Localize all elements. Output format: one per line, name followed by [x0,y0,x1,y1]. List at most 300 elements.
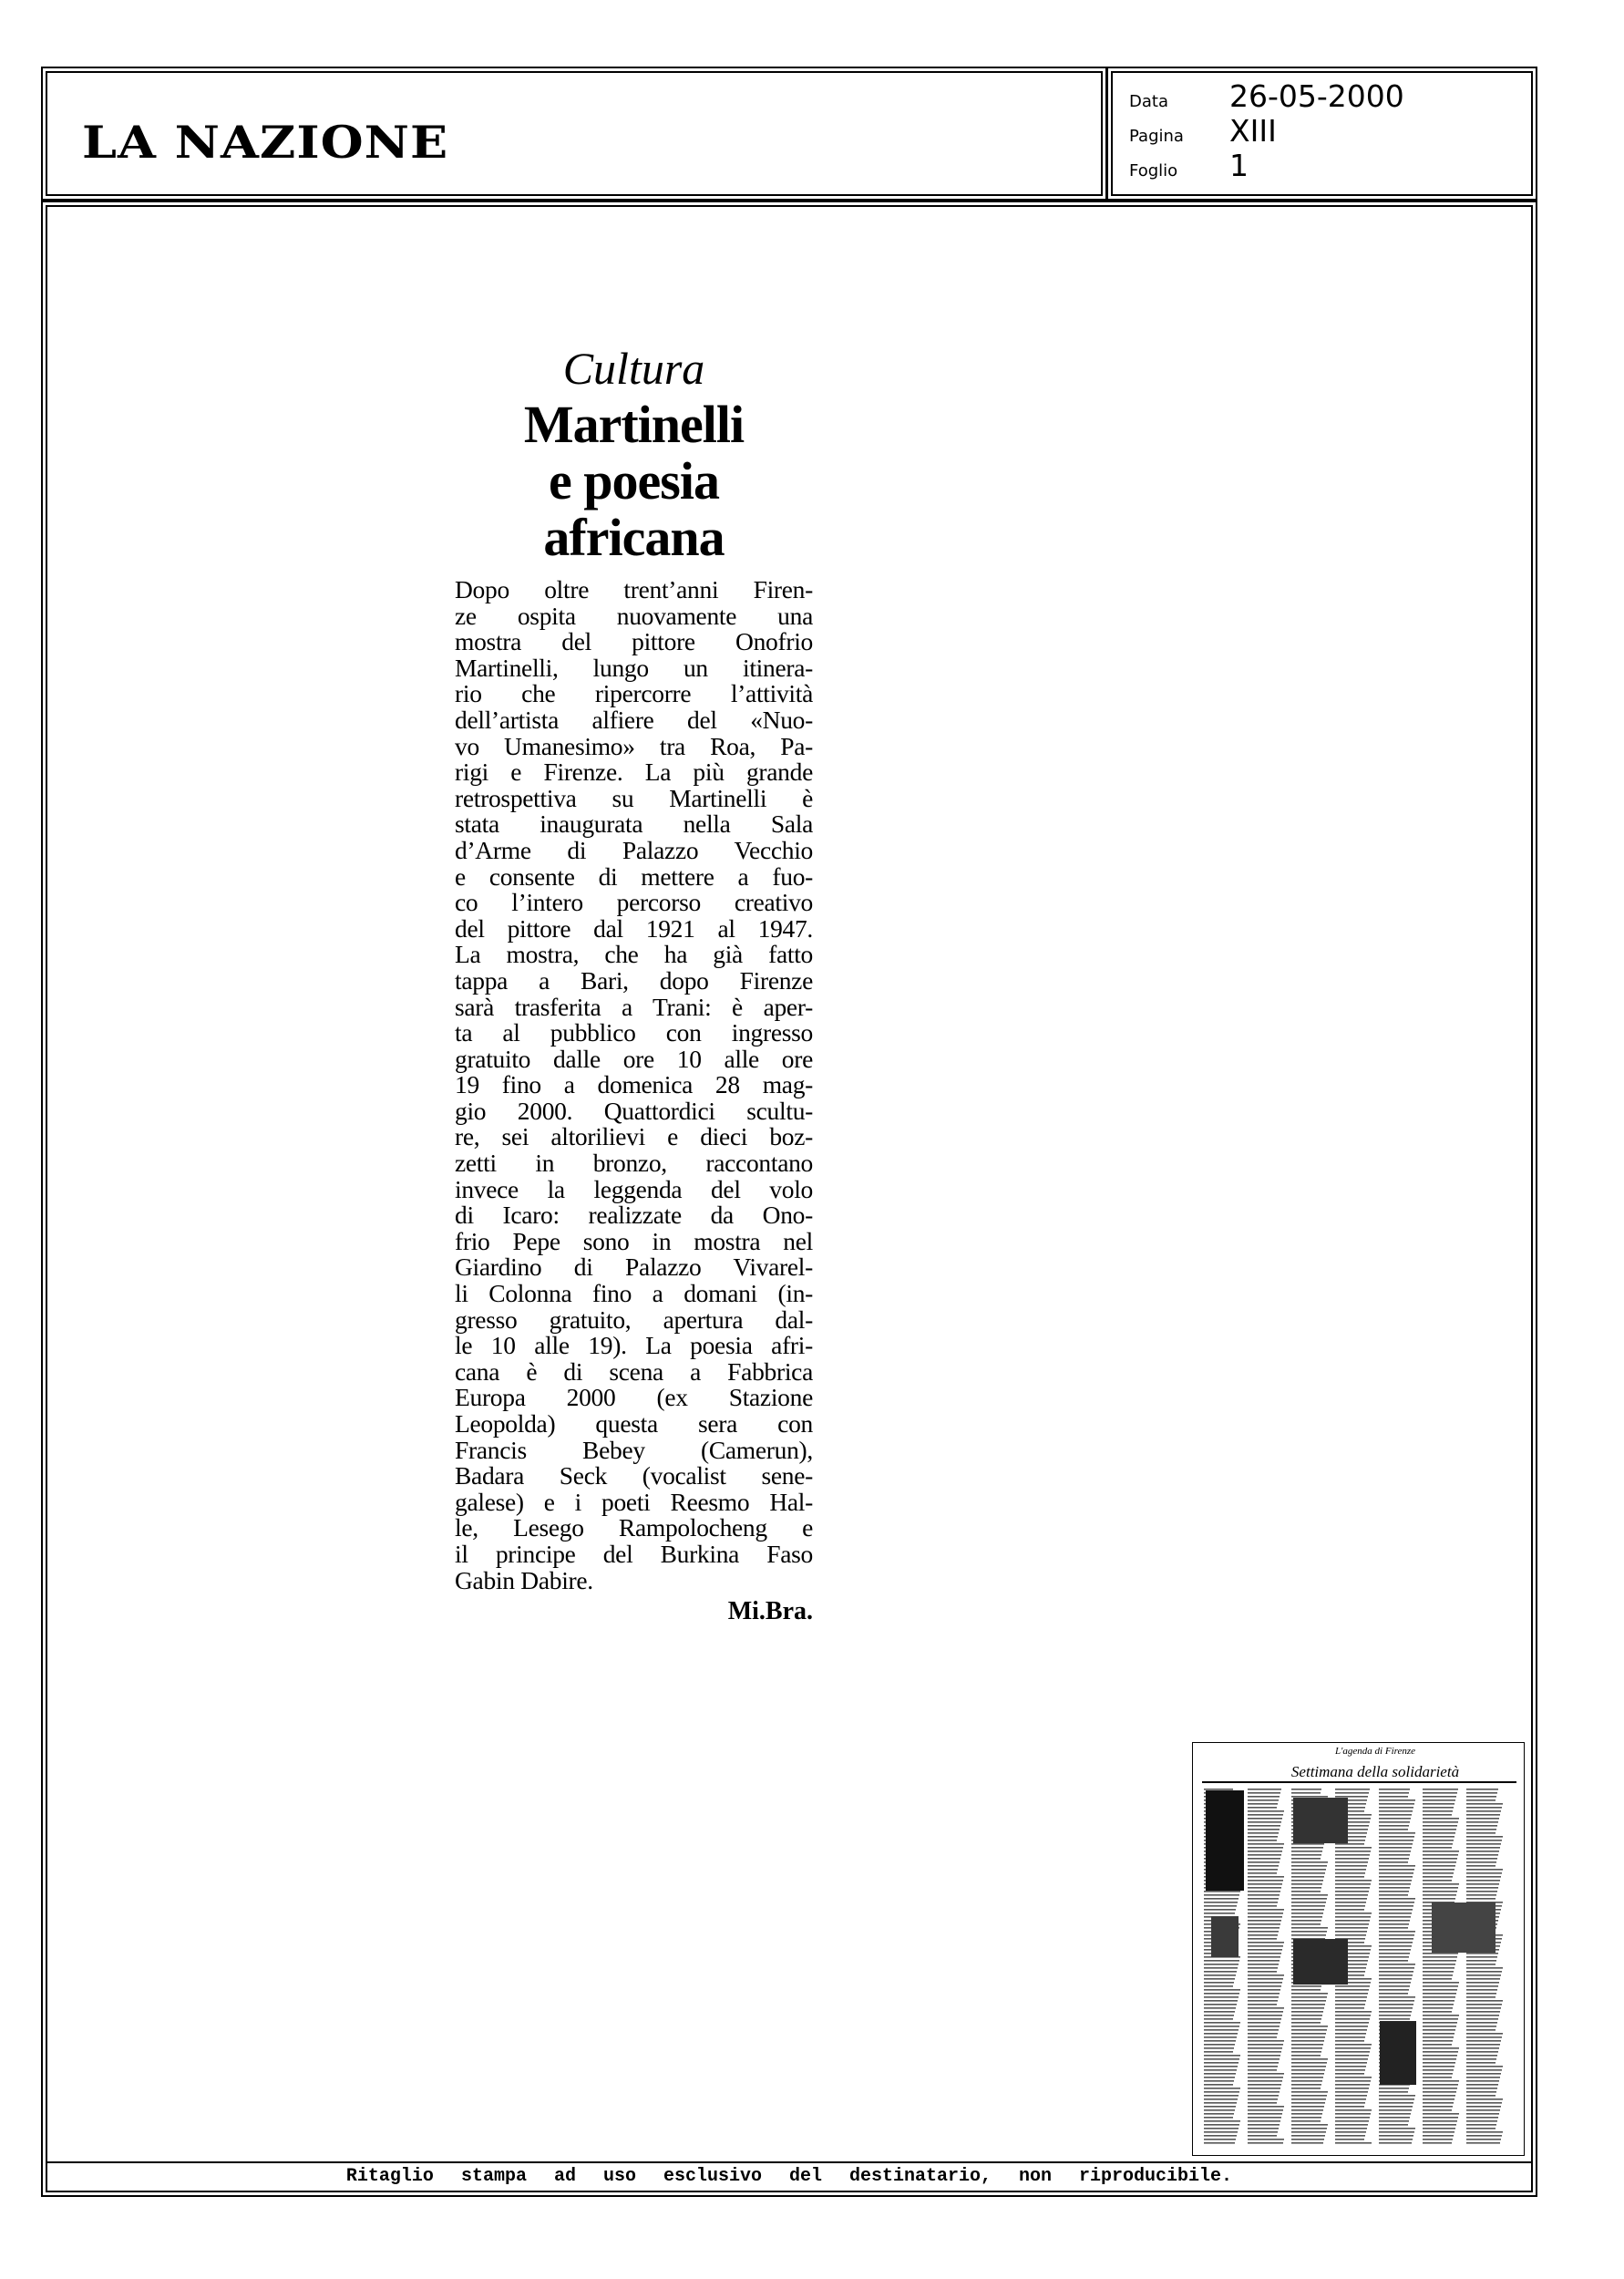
thumbnail-text-line [1423,2077,1452,2078]
sheet-value: 1 [1229,148,1249,183]
thumbnail-text-line [1423,1821,1458,1823]
thumbnail-text-line [1379,1880,1412,1882]
thumbnail-text-line [1291,2040,1324,2042]
thumbnail-text-line [1335,1796,1368,1798]
thumbnail-text-line [1466,1832,1496,1834]
thumbnail-text-line [1379,1821,1410,1823]
thumbnail-text-line [1335,1861,1368,1863]
thumbnail-text-line [1248,1934,1278,1936]
thumbnail-text-line [1291,2109,1323,2111]
thumbnail-text-line [1291,1843,1324,1845]
thumbnail-text-line [1379,2088,1409,2089]
thumbnail-text-line [1379,2142,1412,2144]
article-body-line: le, Lesego Rampolocheng e [455,1513,813,1542]
article-body-line: retrospettiva su Martinelli è [455,783,813,812]
thumbnail-text-line [1423,2128,1455,2129]
thumbnail-text-line [1291,1891,1321,1892]
thumbnail-text-line [1248,1905,1277,1907]
thumbnail-text-line [1335,2131,1366,2133]
thumbnail-text-line [1423,2084,1458,2086]
thumbnail-text-line [1379,1975,1413,1976]
thumbnail-text-line [1204,1985,1233,1987]
thumbnail-text-line [1204,2128,1239,2129]
thumbnail-text-line [1248,1887,1281,1889]
thumbnail-text-line [1248,1938,1277,1940]
thumbnail-text-line [1466,1789,1498,1790]
thumbnail-text-line [1379,2000,1414,2002]
thumbnail-text-line [1423,1851,1459,1852]
article-body-line: d’Arme di Palazzo Vecchio [455,835,813,864]
thumbnail-columns [1202,1781,1516,2144]
thumbnail-text-line [1291,2044,1323,2046]
thumbnail-text-line [1248,2139,1284,2140]
thumbnail-text-line [1291,2033,1326,2035]
thumbnail-text-line [1423,1891,1457,1892]
thumbnail-text-line [1466,2128,1496,2129]
thumbnail-text-line [1423,2066,1454,2068]
thumbnail-text-line [1466,2015,1499,2016]
thumbnail-text-line [1248,1931,1279,1933]
thumbnail-text-line [1335,1883,1371,1885]
thumbnail-text-line [1291,1913,1323,1914]
thumbnail-text-line [1248,1985,1281,1987]
thumbnail-text-line [1248,2040,1284,2042]
thumbnail-text-line [1466,2131,1503,2133]
thumbnail-text-line [1423,2099,1454,2100]
thumbnail-text-line [1291,1851,1322,1852]
thumbnail-text-line [1423,1829,1456,1830]
thumbnail-text-line [1379,2102,1413,2104]
thumbnail-text-line [1423,1803,1454,1805]
thumbnail-text-line [1379,1905,1413,1907]
thumbnail-text-line [1466,2139,1501,2140]
thumbnail-text-line [1335,1843,1364,1845]
thumbnail-text-line [1423,2026,1456,2027]
thumbnail-text-line [1423,1894,1456,1896]
thumbnail-text-line [1248,1789,1281,1790]
thumbnail-text-line [1248,1832,1279,1834]
thumbnail-text-line [1423,1847,1452,1849]
thumbnail-text-line [1248,2095,1279,2097]
thumbnail-text-line [1335,2084,1370,2086]
thumbnail-text-line [1204,2084,1233,2086]
thumbnail-text-line [1466,1810,1501,1812]
thumbnail-text-line [1423,2007,1453,2009]
thumbnail-text-line [1291,1887,1321,1889]
thumbnail-text-line [1248,1909,1284,1911]
thumbnail-text-line [1204,2077,1235,2078]
thumbnail-text-line [1248,1975,1284,1976]
thumbnail-text-line [1423,2109,1452,2111]
thumbnail-text-line [1248,2124,1280,2126]
thumbnail-text-line [1466,2044,1500,2046]
article-body-line: tappa a Bari, dopo Firenze [455,965,813,995]
thumbnail-text-line [1379,1825,1409,1827]
thumbnail-text-line [1335,2109,1372,2111]
article-body-line: mostra del pittore Onofrio [455,627,813,656]
thumbnail-text-line [1466,1953,1498,1954]
thumbnail-text-line [1379,1898,1415,1900]
sheet-row [1129,148,1249,183]
thumbnail-text-line [1379,2117,1410,2119]
thumbnail-text-line [1248,1861,1280,1863]
thumbnail-text-line [1379,1993,1408,1995]
thumbnail-text-line [1248,1854,1281,1856]
thumbnail-text-line [1248,2007,1284,2009]
thumbnail-text-line [1466,1996,1496,1998]
thumbnail-text-line [1466,1825,1497,1827]
thumbnail-text-line [1248,1865,1279,1867]
thumbnail-text-line [1291,1927,1328,1929]
thumbnail-text-line [1291,1858,1321,1860]
thumbnail-text-line [1248,1872,1277,1874]
thumbnail-text-line [1466,1880,1500,1882]
footer-bar [47,2161,1531,2191]
thumbnail-text-line [1248,1920,1281,1922]
thumbnail-text-line [1248,1960,1280,1962]
thumbnail-text-line [1335,2106,1364,2108]
article-body-line: galese) e i poeti Reesmo Hal- [455,1487,813,1516]
thumbnail-text-line [1291,1920,1321,1922]
thumbnail-text-line [1248,1927,1280,1929]
thumbnail-text-line [1204,2055,1240,2057]
thumbnail-text-line [1423,1978,1452,1980]
thumbnail-rule [1202,1781,1516,1783]
thumbnail-text-line [1466,2055,1497,2057]
thumbnail-text-line [1423,2004,1454,2006]
thumbnail-text-line [1291,2051,1321,2053]
thumbnail-text-line [1423,2113,1459,2115]
thumbnail-text-line [1379,1792,1409,1794]
article-body [455,577,813,1593]
thumbnail-text-line [1204,2037,1237,2038]
thumbnail-text-line [1248,2026,1280,2027]
thumbnail-text-line [1248,1923,1280,1925]
thumbnail-text-line [1248,2120,1280,2122]
thumbnail-text-line [1423,2106,1453,2108]
thumbnail-text-line [1466,2099,1503,2100]
thumbnail-text-line [1379,1799,1415,1801]
thumbnail-text-line [1423,1898,1455,1900]
thumbnail-text-line [1291,1993,1328,1995]
date-value: 26-05-2000 [1229,78,1404,114]
thumbnail-text-line [1204,2000,1238,2002]
thumbnail-text-line [1379,1829,1408,1830]
thumbnail-text-line [1291,2015,1322,2016]
thumbnail-text-line [1466,2142,1500,2144]
thumbnail-text-line [1335,1993,1368,1995]
thumbnail-text-line [1335,2055,1369,2057]
article-body-line: Dopo oltre trent’anni Firen- [455,575,813,603]
thumbnail-text-line [1204,2011,1235,2013]
thumbnail-text-line [1466,1792,1497,1794]
thumbnail-text-line [1204,2117,1233,2119]
thumbnail-text-line [1204,2091,1239,2093]
thumbnail-text-line [1204,2022,1240,2024]
thumbnail-text-line [1379,1818,1411,1820]
masthead [46,71,1103,196]
thumbnail-text-line [1335,2026,1368,2027]
thumbnail-text-line [1335,2095,1367,2097]
thumbnail-text-line [1248,1967,1278,1969]
thumbnail-text-line [1204,1996,1239,1998]
thumbnail-text-line [1335,1847,1372,1849]
thumbnail-text-line [1248,2029,1279,2031]
thumbnail-text-line [1291,1872,1325,1874]
thumbnail-text-line [1204,2109,1235,2111]
thumbnail-text-line [1291,2062,1327,2064]
thumbnail-text-line [1423,2062,1455,2064]
thumbnail-text-line [1423,1796,1456,1798]
thumbnail-text-line [1466,1985,1498,1987]
thumbnail-text-line [1335,2029,1367,2031]
thumbnail-text-line [1466,2095,1496,2097]
thumbnail-text-line [1466,2066,1503,2068]
thumbnail-text-line [1291,2011,1323,2013]
thumbnail-text-line [1379,1843,1413,1845]
thumbnail-text-line [1204,2015,1234,2016]
thumbnail-text-line [1335,1789,1370,1790]
thumbnail-text-line [1204,2080,1234,2082]
thumbnail-text-line [1204,1960,1239,1962]
thumbnail-text-line [1204,2066,1238,2068]
thumbnail-text-line [1423,2018,1458,2020]
thumbnail-text-line [1248,2077,1283,2078]
thumbnail-text-line [1466,1796,1496,1798]
thumbnail-text-line [1204,2095,1239,2097]
thumbnail-text-line [1423,1967,1454,1969]
thumbnail-text-line [1291,1934,1326,1936]
thumbnail-text-line [1466,2084,1498,2086]
thumbnail-text-line [1423,1836,1454,1838]
thumbnail-photo [1293,1798,1348,1843]
article [455,342,813,1626]
thumbnail-text-line [1466,1967,1503,1969]
thumbnail-text-line [1423,1993,1456,1995]
thumbnail-dark-column [1206,1790,1244,1891]
thumbnail-text-line [1423,2011,1452,2013]
thumbnail-text-line [1423,2000,1454,2002]
thumbnail-text-line [1379,1847,1412,1849]
sheet-label: Foglio [1129,161,1178,180]
thumbnail-text-line [1248,2004,1277,2006]
thumbnail-text-line [1248,1978,1283,1980]
thumbnail-text-line [1466,1898,1496,1900]
thumbnail-text-line [1291,2047,1322,2049]
thumbnail-text-line [1248,1916,1282,1918]
thumbnail-text-line [1423,2055,1457,2057]
thumbnail-text-line [1466,1854,1498,1856]
thumbnail-text-line [1335,2000,1366,2002]
thumbnail-text-line [1423,2069,1454,2071]
thumbnail-text-line [1423,2040,1453,2042]
thumbnail-text-line [1291,2022,1321,2024]
thumbnail-text-line [1466,2102,1502,2104]
thumbnail-text-line [1423,1883,1459,1885]
thumbnail-text-line [1466,2022,1497,2024]
thumbnail-text-line [1466,2077,1500,2078]
thumbnail-text-line [1335,1898,1367,1900]
thumbnail-text-line [1335,2113,1371,2115]
thumbnail-text-line [1291,2018,1321,2020]
thumbnail-text-line [1204,2124,1239,2126]
thumbnail-text-line [1248,1949,1282,1951]
thumbnail-text-line [1335,1891,1369,1892]
thumbnail-text-line [1248,1956,1280,1958]
thumbnail-text-line [1423,2033,1454,2035]
thumbnail-text-line [1204,2099,1238,2100]
thumbnail-photo [1293,1939,1348,1985]
thumbnail-text-line [1466,2073,1501,2075]
thumbnail-text-line [1204,2007,1236,2009]
thumbnail-text-line [1379,2135,1413,2137]
thumbnail-text-line [1335,2073,1364,2075]
headline-line: e poesia [549,451,719,510]
thumbnail-text-line [1466,1829,1496,1830]
thumbnail-text-line [1204,1993,1239,1995]
thumbnail-text-line [1291,1996,1327,1998]
thumbnail-text-line [1423,1956,1457,1958]
thumbnail-text-line [1291,1796,1328,1798]
thumbnail-text-line [1379,1858,1409,1860]
thumbnail-text-line [1466,2000,1503,2002]
page-row [1129,113,1277,149]
thumbnail-text-line [1423,1807,1454,1809]
thumbnail-text-line [1379,2018,1410,2020]
thumbnail-text-line [1466,1803,1503,1805]
thumbnail-text-line [1248,1818,1282,1820]
thumbnail-text-line [1335,1916,1371,1918]
thumbnail-text-line [1379,1945,1412,1947]
thumbnail-text-line [1291,1916,1322,1918]
article-body-line: stata inaugurata nella Sala [455,810,813,839]
thumbnail-text-line [1335,2040,1364,2042]
thumbnail-text-line [1466,1894,1496,1896]
article-body-line: Giardino di Palazzo Vivarel- [455,1253,813,1282]
thumbnail-text-line [1291,2099,1326,2100]
article-body-line: vo Umanesimo» tra Roa, Pa- [455,731,813,760]
thumbnail-text-line [1466,2124,1496,2126]
thumbnail-text-line [1379,1854,1410,1856]
thumbnail-text-line [1423,2139,1453,2140]
thumbnail-text-line [1335,1923,1369,1925]
thumbnail-text-line [1423,1869,1454,1871]
thumbnail-text-line [1466,1993,1496,1995]
thumbnail-text-line [1291,2128,1327,2129]
thumbnail-text-line [1248,2088,1280,2089]
thumbnail-text-line [1379,2120,1409,2122]
thumbnail-text-line [1466,1975,1501,1976]
section-label: Cultura [562,343,705,394]
thumbnail-text-line [1248,1799,1279,1801]
thumbnail-text-line [1423,2015,1459,2016]
thumbnail-text-line [1248,1891,1280,1892]
thumbnail-text-line [1335,2091,1368,2093]
article-body-line: del pittore dal 1921 al 1947. [455,913,813,943]
thumbnail-text-line [1204,2051,1233,2053]
thumbnail-text-line [1291,1923,1321,1925]
thumbnail-text-line [1248,1996,1279,1998]
thumbnail-text-line [1379,1982,1411,1984]
thumbnail-text-line [1423,1832,1455,1834]
thumbnail-text-line [1379,2106,1413,2108]
thumbnail-text-line [1291,2084,1321,2086]
thumbnail-text-line [1379,2015,1411,2016]
thumbnail-text-line [1423,1985,1458,1987]
thumbnail-text-line [1204,1789,1233,1790]
thumbnail-text-line [1248,1803,1278,1805]
thumbnail-text-line [1204,2069,1237,2071]
thumbnail-text-line [1379,1861,1408,1863]
article-body-line: il principe del Burkina Faso [455,1539,813,1568]
thumbnail-text-line [1204,2004,1237,2006]
thumbnail-text-line [1335,1985,1370,1987]
thumbnail-text-line [1379,1865,1415,1867]
thumbnail-text-line [1335,2007,1364,2009]
thumbnail-text-line [1204,1967,1238,1969]
thumbnail-text-line [1335,2011,1372,2013]
thumbnail-text-line [1204,1898,1239,1900]
thumbnail-text-line [1379,1789,1410,1790]
thumbnail-text-line [1335,1872,1365,1874]
thumbnail-text-line [1248,2033,1278,2035]
thumbnail-text-line [1423,1789,1458,1790]
article-body-line: invece la leggenda del volo [455,1174,813,1203]
article-body-line: La mostra, che ha già fatto [455,940,813,969]
thumbnail-text-line [1291,2069,1325,2071]
thumbnail-text-line [1466,2109,1500,2111]
article-body-line: re, sei altorilievi e dieci boz- [455,1122,813,1151]
article-body-line: 19 fino a domenica 28 mag- [455,1070,813,1099]
thumbnail-text-line [1204,2040,1236,2042]
thumbnail-text-line [1466,1887,1498,1889]
thumbnail-text-line [1423,1872,1454,1874]
page-value: XIII [1229,113,1277,149]
thumbnail-text-line [1291,2026,1328,2027]
thumbnail-text-line [1335,1920,1370,1922]
article-body-line: le 10 alle 19). La poesia afri- [455,1331,813,1360]
thumbnail-text-line [1291,2142,1323,2144]
thumbnail-text-line [1291,1876,1324,1878]
thumbnail-text-line [1248,2091,1280,2093]
thumbnail-text-line [1379,1953,1410,1954]
article-body-line: Gabin Dabire. [455,1565,593,1594]
thumbnail-text-line [1291,1865,1327,1867]
thumbnail-text-line [1204,2018,1233,2020]
thumbnail-text-line [1466,1858,1497,1860]
thumbnail-text-line [1379,1872,1413,1874]
thumbnail-text-line [1291,1898,1327,1900]
thumbnail-text-line [1291,2080,1322,2082]
thumbnail-text-line [1335,2058,1368,2060]
thumbnail-text-line [1248,2128,1279,2129]
thumbnail-text-line [1248,1792,1280,1794]
thumbnail-text-line [1248,2135,1277,2137]
thumbnail-text-line [1335,2022,1369,2024]
thumbnail-text-line [1291,2117,1321,2119]
thumbnail-text-line [1291,2004,1325,2006]
thumbnail-text-line [1335,1934,1366,1936]
thumbnail-text-line [1466,1865,1496,1867]
thumbnail-text-line [1379,1956,1409,1958]
thumbnail-text-line [1204,2131,1238,2133]
thumbnail-text-line [1291,1847,1323,1849]
thumbnail-text-line [1204,2044,1235,2046]
article-body-line: ze ospita nuovamente una [455,601,813,630]
thumbnail-text-line [1248,2022,1280,2024]
thumbnail-text-line [1423,1814,1452,1816]
thumbnail-text-line [1335,2139,1364,2140]
